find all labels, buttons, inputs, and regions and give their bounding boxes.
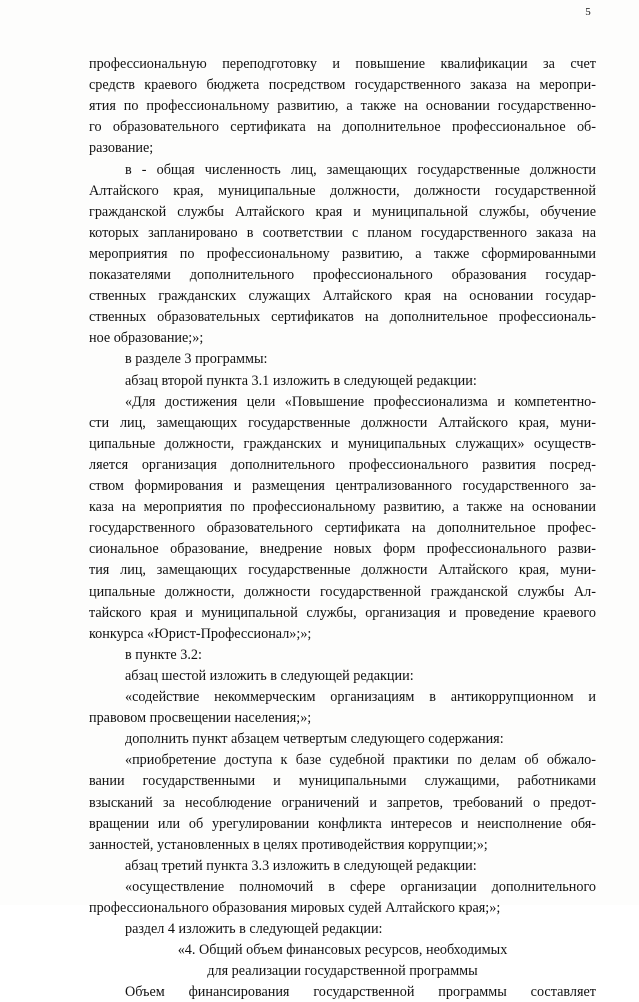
text-line: профессионального образования мировых судей Алтайского края;»; xyxy=(89,900,501,916)
text-line: сиональное образование, внедрение новых форм профессионального разви- xyxy=(89,541,596,558)
text-line: в разделе 3 программы: xyxy=(125,351,268,368)
text-line: абзац третий пункта 3.3 изложить в следующей редакции: xyxy=(125,857,477,874)
text-line: разование; xyxy=(89,140,154,157)
text-line: ное образование;»; xyxy=(89,330,204,347)
text-line: занностей, установленных в целях противодействия коррупции;»; xyxy=(89,836,488,853)
text-line: абзац второй пункта 3.1 изложить в следующей редакции: xyxy=(125,372,477,389)
text-line: ственных образовательных сертификатов на дополнительное профессиональ- xyxy=(89,309,596,326)
section-heading-line: для реализации государственной программы xyxy=(207,963,478,980)
text-line: взысканий за несоблюдение ограничений и запретов, требований о предот- xyxy=(89,794,596,811)
text-line: ятия по профессиональному развитию, а также на основании государственно- xyxy=(89,98,596,115)
section-heading-line: «4. Общий объем финансовых ресурсов, необходимых xyxy=(177,942,508,959)
text-line: сти лиц, замещающих государственные должности Алтайского края, муни- xyxy=(89,414,596,431)
page-number: 5 xyxy=(585,6,591,18)
text-line: мероприятия по профессиональному развитию, а также сформированными xyxy=(89,245,596,262)
text-line: тия лиц, замещающих государственные должности Алтайского края, муни- xyxy=(89,562,596,579)
text-line: ством формирования и размещения централизованного государственного за- xyxy=(89,478,596,494)
text-line: вании государственными и муниципальными служащими, работниками xyxy=(89,773,596,790)
text-line: конкурса «Юрист-Профессионал»;»; xyxy=(89,625,312,642)
text-line: государственного образовательного сертификата на дополнительное профес- xyxy=(89,520,596,537)
text-line: Алтайского края, муниципальные должности, должности государственной xyxy=(89,182,596,199)
text-line: Объем финансирования государственной программы составляет xyxy=(125,984,596,1001)
text-line: в - общая численность лиц, замещающих государственные должности xyxy=(125,161,596,178)
text-line: ственных гражданских служащих Алтайского края на основании государ- xyxy=(89,288,596,305)
text-line: тайского края и муниципальной службы, организация и проведение краевого xyxy=(89,604,596,621)
text-line: раздел 4 изложить в следующей редакции: xyxy=(125,921,383,938)
text-line: ляется организация дополнительного профессионального развития посред- xyxy=(89,456,596,473)
text-line: показателями дополнительного профессионального образования государ- xyxy=(89,267,596,283)
text-line: «осуществление полномочий в сфере организации дополнительного xyxy=(125,878,596,895)
text-line: го образовательного сертификата на дополнительное профессиональное об- xyxy=(89,119,596,136)
text-line: правовом просвещении населения;»; xyxy=(89,710,312,727)
text-line: «Для достижения цели «Повышение профессионализма и компетентно- xyxy=(125,393,596,410)
text-line: дополнить пункт абзацем четвертым следующего содержания: xyxy=(125,731,504,748)
text-line: гражданской службы Алтайского края и муниципальной службы, обучение xyxy=(89,203,596,220)
text-line: вращении или об урегулировании конфликта интересов и неисполнение обя- xyxy=(89,815,596,832)
text-line: средств краевого бюджета посредством государственного заказа на меропри- xyxy=(89,77,596,94)
text-line: абзац шестой изложить в следующей редакции: xyxy=(125,667,414,684)
text-line: в пункте 3.2: xyxy=(125,646,202,663)
text-line: профессиональную переподготовку и повышение квалификации за счет xyxy=(89,56,596,72)
text-line: которых запланировано в соответствии с планом государственного заказа на xyxy=(89,224,596,241)
text-line: «приобретение доступа к базе судебной практики по делам об обжало- xyxy=(125,752,596,769)
text-line: ципальные должности, гражданских и муниципальных служащих» осуществ- xyxy=(89,435,596,452)
text-line: «содействие некоммерческим организациям в антикоррупционном и xyxy=(125,689,596,705)
text-line: каза на мероприятия по профессиональному развитию, а также на основании xyxy=(89,499,596,516)
text-line: ципальные должности, должности государственной гражданской службы Ал- xyxy=(89,583,596,600)
